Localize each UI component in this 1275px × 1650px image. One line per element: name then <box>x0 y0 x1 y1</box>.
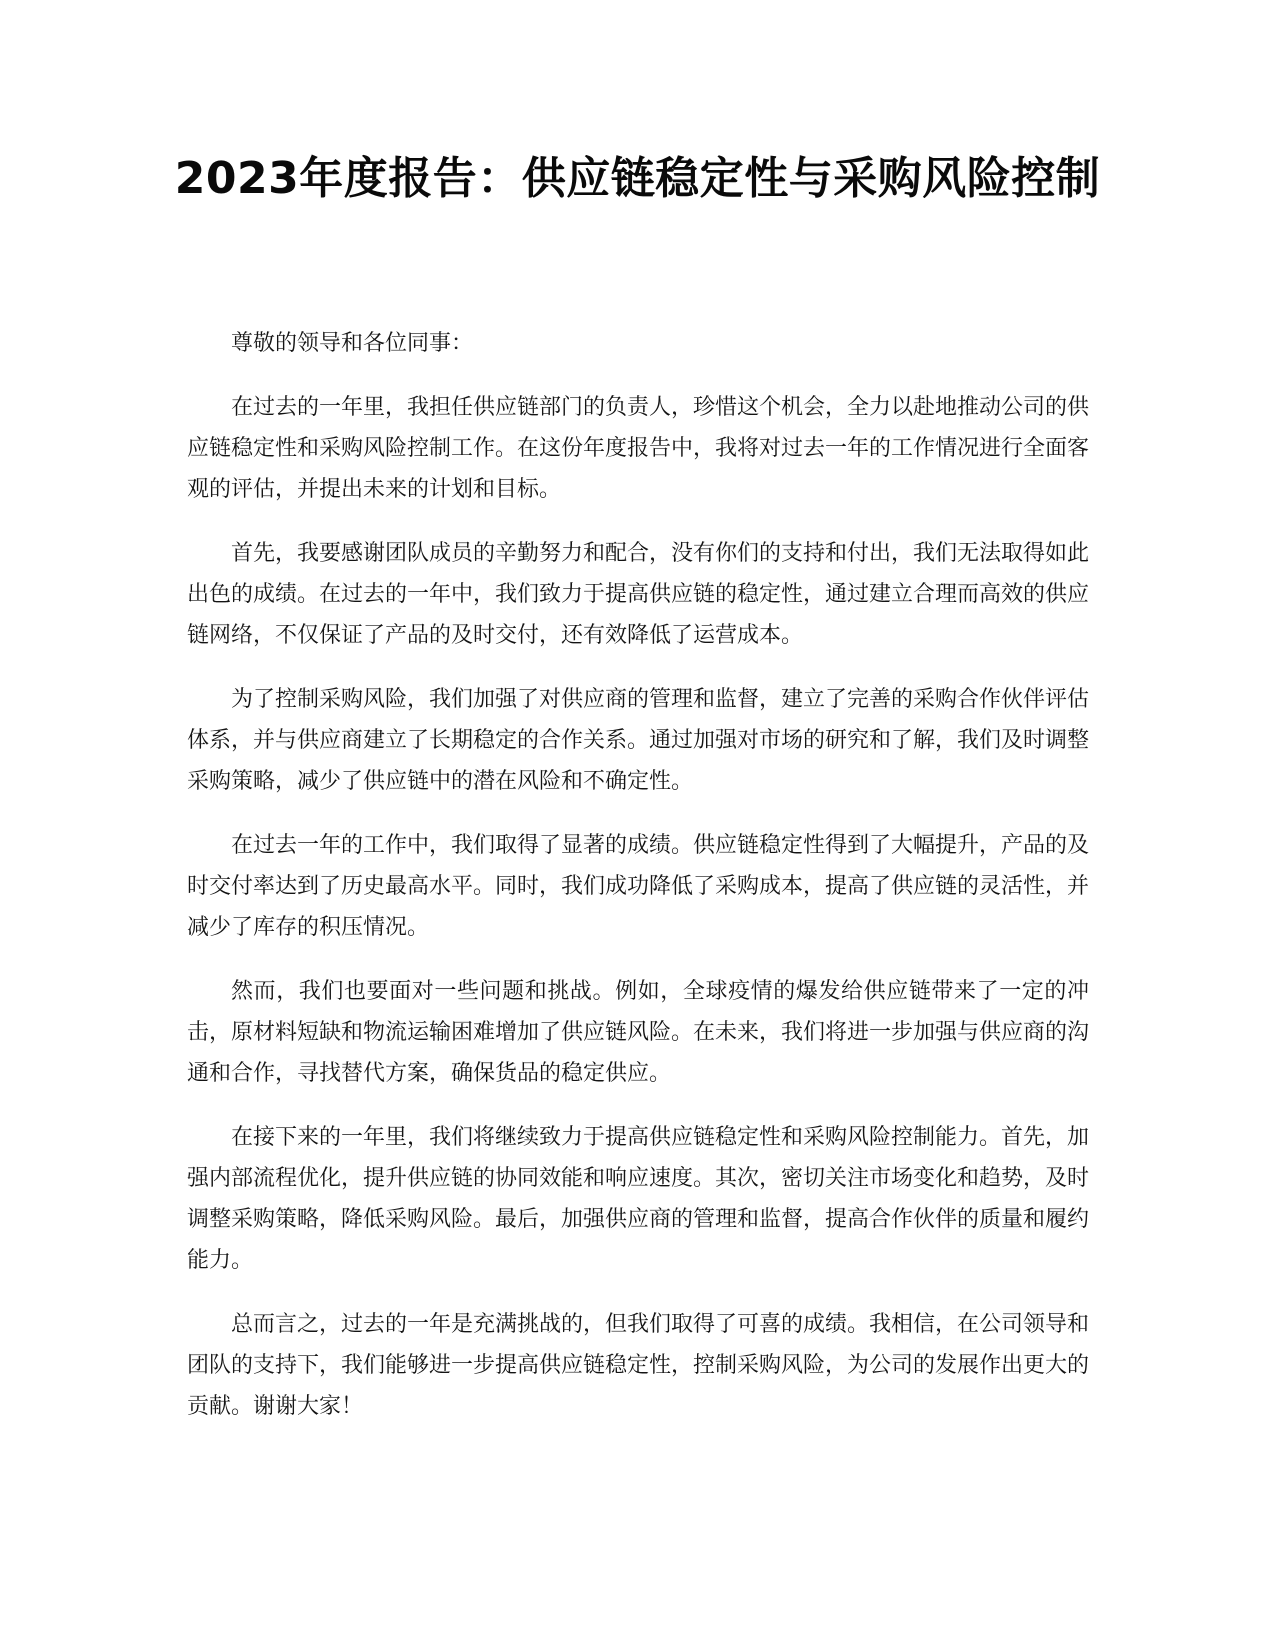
paragraph-risk-control: 为了控制采购风险，我们加强了对供应商的管理和监督，建立了完善的采购合作伙伴评估体系，并与供应商建立了长期稳定的合作关系。通过加强对市场的研究和了解，我们及时调整采购策略，减少了供应链中的潜在风险和不确定性。 <box>187 687 1090 794</box>
paragraph-intro: 在过去的一年里，我担任供应链部门的负责人，珍惜这个机会，全力以赴地推动公司的供应链稳定性和采购风险控制工作。在这份年度报告中，我将对过去一年的工作情况进行全面客观的评估，并提出未来的计划和目标。 <box>187 395 1090 502</box>
document-body <box>187 323 1089 1450</box>
document-title: 2023年度报告：供应链稳定性与采购风险控制 <box>174 153 1101 204</box>
paragraph-achievements: 在过去一年的工作中，我们取得了显著的成绩。供应链稳定性得到了大幅提升，产品的及时交付率达到了历史最高水平。同时，我们成功降低了采购成本，提高了供应链的灵活性，并减少了库存的积压情况。 <box>187 833 1090 940</box>
paragraph-plans: 在接下来的一年里，我们将继续致力于提高供应链稳定性和采购风险控制能力。首先，加强内部流程优化，提升供应链的协同效能和响应速度。其次，密切关注市场变化和趋势，及时调整采购策略，降低采购风险。最后，加强供应商的管理和监督，提高合作伙伴的质量和履约能力。 <box>187 1125 1090 1273</box>
paragraph-thanks: 首先，我要感谢团队成员的辛勤努力和配合，没有你们的支持和付出，我们无法取得如此出色的成绩。在过去的一年中，我们致力于提高供应链的稳定性，通过建立合理而高效的供应链网络，不仅保证了产品的及时交付，还有效降低了运营成本。 <box>187 541 1090 648</box>
paragraph-conclusion: 总而言之，过去的一年是充满挑战的，但我们取得了可喜的成绩。我相信，在公司领导和团队的支持下，我们能够进一步提高供应链稳定性，控制采购风险，为公司的发展作出更大的贡献。谢谢大家！ <box>187 1312 1090 1419</box>
paragraph-challenges: 然而，我们也要面对一些问题和挑战。例如，全球疫情的爆发给供应链带来了一定的冲击，原材料短缺和物流运输困难增加了供应链风险。在未来，我们将进一步加强与供应商的沟通和合作，寻找替代方案，确保货品的稳定供应。 <box>187 979 1090 1086</box>
salutation: 尊敬的领导和各位同事： <box>231 331 474 356</box>
